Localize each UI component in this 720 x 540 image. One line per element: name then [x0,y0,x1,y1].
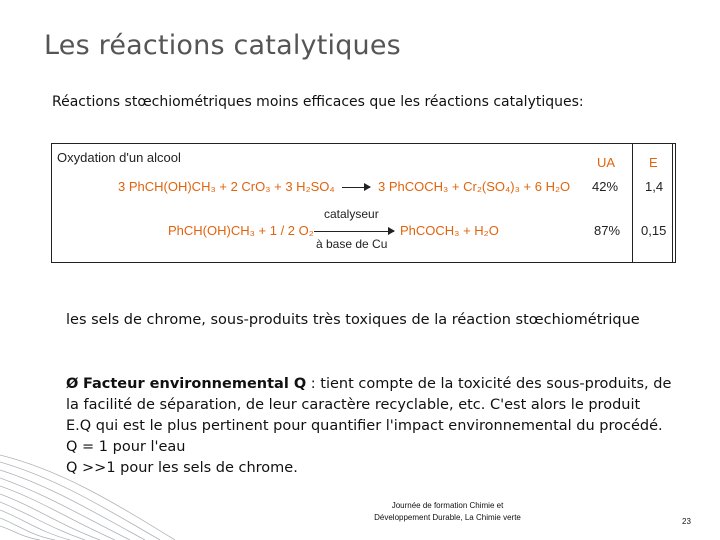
footer-line-2: Développement Durable, La Chimie verte [374,513,521,522]
row1-ua: 42% [592,179,619,194]
row2-reactants: PhCH(OH)CH₃ + 1 / 2 O₂ [168,223,314,238]
catalyst-label-top: catalyseur [324,207,379,221]
environmental-factor-paragraph [66,374,671,479]
factor-line-3: E.Q qui est le plus pertinent pour quantifier l'impact environnemental du procédé. [66,418,663,434]
row2-arrow [314,231,394,232]
chrome-note: les sels de chrome, sous-produits très toxiques de la réaction stœchiométrique [66,312,640,328]
factor-heading: Facteur environnemental Q [82,376,307,392]
row1-e: 1,4 [645,179,664,194]
page-number: 23 [682,517,691,526]
col-header-ua: UA [597,155,616,170]
factor-line-1 [66,374,671,395]
column-divider-1 [632,144,633,262]
row2-e: 0,15 [641,223,667,238]
row1-arrow [342,187,370,188]
factor-line-2: la facilité de séparation, de leur caractère recyclable, etc. C'est alors le produit [66,397,641,413]
factor-line-1-text: : tient compte de la toxicité des sous-produits, de [306,376,672,392]
col-header-e: E [649,155,658,170]
column-divider-2 [672,144,673,262]
subtitle: Réactions stœchiométriques moins efficaces que les réactions catalytiques: [52,94,584,110]
bullet-arrow-icon: Ø [66,376,79,392]
row2-products: PhCOCH₃ + H₂O [400,223,499,238]
factor-line-4: Q = 1 pour l'eau [66,439,186,455]
page-title: Les réactions catalytiques [44,30,401,61]
footer-line-1: Journée de formation Chimie et [391,501,504,510]
catalyst-label-bottom: à base de Cu [316,237,388,251]
row1-reactants: 3 PhCH(OH)CH₃ + 2 CrO₃ + 3 H₂SO₄ [118,179,335,194]
reaction-table [51,143,676,263]
row2-ua: 87% [594,223,621,238]
reaction-heading: Oxydation d'un alcool [57,150,181,165]
row1-products: 3 PhCOCH₃ + Cr₂(SO₄)₃ + 6 H₂O [378,179,571,194]
factor-line-5: Q >>1 pour les sels de chrome. [66,460,298,476]
footer [340,500,555,524]
